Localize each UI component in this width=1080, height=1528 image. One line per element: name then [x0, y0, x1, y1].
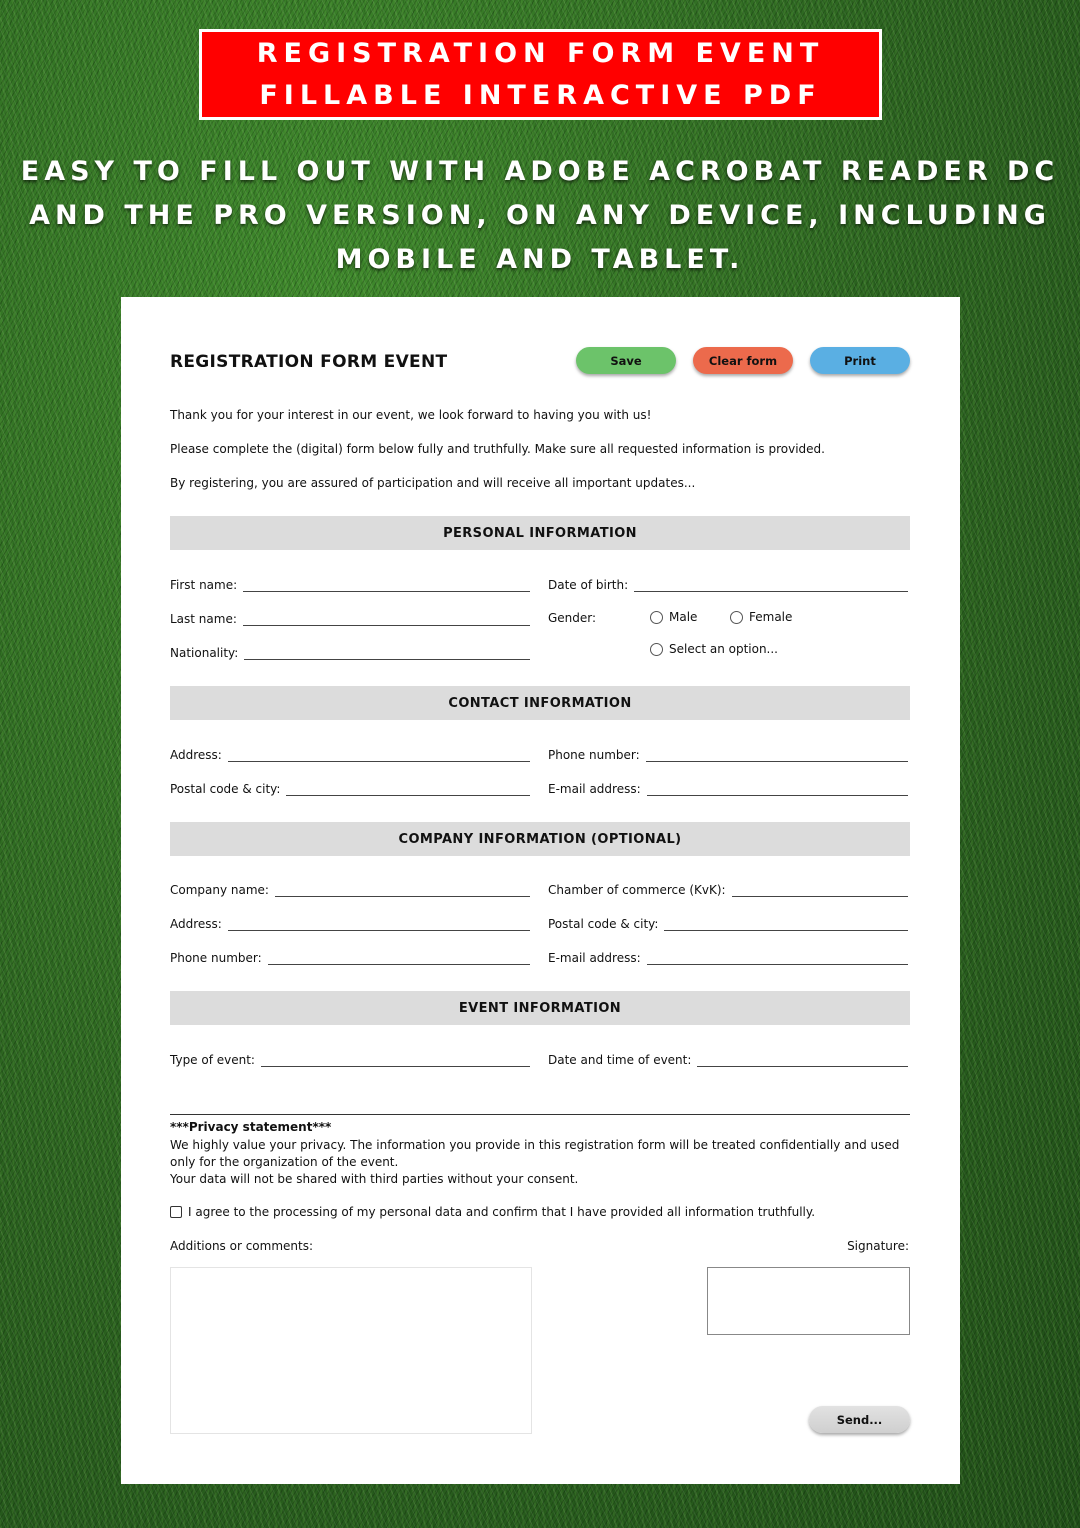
- company-email-input[interactable]: [647, 953, 908, 965]
- print-button[interactable]: Print: [810, 347, 910, 374]
- intro-text-3: By registering, you are assured of participation and will receive all important updates...: [170, 476, 696, 490]
- company-email-field[interactable]: [548, 947, 908, 965]
- company-address-input[interactable]: [228, 919, 530, 931]
- company-address-field[interactable]: [170, 913, 530, 931]
- postal-city-label: Postal code & city:: [170, 782, 281, 796]
- save-button[interactable]: Save: [576, 347, 676, 374]
- tagline: [0, 150, 1080, 282]
- date-of-birth-label: Date of birth:: [548, 578, 629, 592]
- last-name-input[interactable]: [243, 614, 530, 626]
- company-postal-city-field[interactable]: [548, 913, 908, 931]
- radio-circle-icon: [650, 643, 663, 656]
- chamber-of-commerce-label: Chamber of commerce (KvK):: [548, 883, 726, 897]
- consent-label: I agree to the processing of my personal data and confirm that I have provided all information truthfully.: [188, 1205, 816, 1219]
- section-company-heading: COMPANY INFORMATION (OPTIONAL): [170, 822, 910, 856]
- send-button[interactable]: Send...: [809, 1406, 910, 1433]
- intro-text-1: Thank you for your interest in our event, we look forward to having you with us!: [170, 408, 652, 422]
- last-name-field[interactable]: [170, 608, 530, 626]
- company-name-field[interactable]: [170, 879, 530, 897]
- gender-other-radio[interactable]: [650, 642, 778, 656]
- tagline-line-3: MOBILE AND TABLET.: [335, 244, 745, 275]
- privacy-paragraph-2: Your data will not be shared with third parties without your consent.: [170, 1172, 579, 1186]
- event-date-time-label: Date and time of event:: [548, 1053, 692, 1067]
- company-postal-city-input[interactable]: [664, 919, 908, 931]
- gender-male-radio[interactable]: [650, 610, 697, 624]
- chamber-of-commerce-input[interactable]: [732, 885, 908, 897]
- first-name-label: First name:: [170, 578, 238, 592]
- privacy-text: [170, 1137, 912, 1188]
- phone-field[interactable]: [548, 744, 908, 762]
- first-name-input[interactable]: [243, 580, 530, 592]
- company-phone-field[interactable]: [170, 947, 530, 965]
- address-label: Address:: [170, 748, 222, 762]
- banner-subtitle: FILLABLE INTERACTIVE PDF: [259, 79, 822, 111]
- signature-label: Signature:: [847, 1239, 909, 1253]
- company-name-label: Company name:: [170, 883, 269, 897]
- nationality-label: Nationality:: [170, 646, 239, 660]
- tagline-line-1: EASY TO FILL OUT WITH ADOBE ACROBAT READER DC: [20, 156, 1060, 187]
- form-sheet: [121, 297, 960, 1484]
- gender-male-label: Male: [669, 610, 698, 624]
- company-address-label: Address:: [170, 917, 222, 931]
- company-postal-city-label: Postal code & city:: [548, 917, 659, 931]
- company-email-label: E-mail address:: [548, 951, 641, 965]
- email-input[interactable]: [647, 784, 908, 796]
- date-of-birth-field[interactable]: [548, 574, 908, 592]
- company-phone-label: Phone number:: [170, 951, 262, 965]
- phone-input[interactable]: [646, 750, 908, 762]
- privacy-title: ***Privacy statement***: [170, 1120, 332, 1134]
- gender-female-radio[interactable]: [730, 610, 792, 624]
- company-phone-input[interactable]: [268, 953, 530, 965]
- email-label: E-mail address:: [548, 782, 641, 796]
- consent-checkbox[interactable]: [170, 1205, 815, 1219]
- address-input[interactable]: [228, 750, 530, 762]
- event-type-label: Type of event:: [170, 1053, 255, 1067]
- comments-textarea[interactable]: [170, 1267, 532, 1434]
- signature-field[interactable]: [707, 1267, 910, 1335]
- section-event-heading: EVENT INFORMATION: [170, 991, 910, 1025]
- gender-female-label: Female: [749, 610, 793, 624]
- intro-text-2: Please complete the (digital) form below fully and truthfully. Make sure all requested information is provided.: [170, 442, 825, 456]
- company-name-input[interactable]: [275, 885, 530, 897]
- address-field[interactable]: [170, 744, 530, 762]
- event-type-field[interactable]: [170, 1049, 530, 1067]
- comments-label: Additions or comments:: [170, 1239, 314, 1253]
- title-banner: [199, 29, 882, 120]
- gender-label: Gender:: [548, 611, 597, 625]
- radio-circle-icon: [730, 611, 743, 624]
- gender-other-label: Select an option...: [669, 642, 778, 656]
- section-personal-heading: PERSONAL INFORMATION: [170, 516, 910, 550]
- email-field[interactable]: [548, 778, 908, 796]
- privacy-paragraph-1: We highly value your privacy. The information you provide in this registration form will be treated confidentially and used only for the organization of the event.: [170, 1138, 900, 1169]
- event-date-time-input[interactable]: [697, 1055, 908, 1067]
- banner-title: REGISTRATION FORM EVENT: [256, 37, 825, 69]
- privacy-divider: [170, 1114, 910, 1115]
- section-contact-heading: CONTACT INFORMATION: [170, 686, 910, 720]
- chamber-of-commerce-field[interactable]: [548, 879, 908, 897]
- tagline-line-2: AND THE PRO VERSION, ON ANY DEVICE, INCLUDING: [29, 200, 1051, 231]
- first-name-field[interactable]: [170, 574, 530, 592]
- phone-label: Phone number:: [548, 748, 640, 762]
- form-title: REGISTRATION FORM EVENT: [170, 352, 448, 372]
- nationality-field[interactable]: [170, 642, 530, 660]
- event-date-time-field[interactable]: [548, 1049, 908, 1067]
- radio-circle-icon: [650, 611, 663, 624]
- postal-city-input[interactable]: [286, 784, 530, 796]
- clear-form-button[interactable]: Clear form: [693, 347, 793, 374]
- nationality-input[interactable]: [244, 648, 530, 660]
- postal-city-field[interactable]: [170, 778, 530, 796]
- checkbox-icon[interactable]: [170, 1206, 182, 1218]
- date-of-birth-input[interactable]: [634, 580, 908, 592]
- last-name-label: Last name:: [170, 612, 237, 626]
- event-type-input[interactable]: [261, 1055, 530, 1067]
